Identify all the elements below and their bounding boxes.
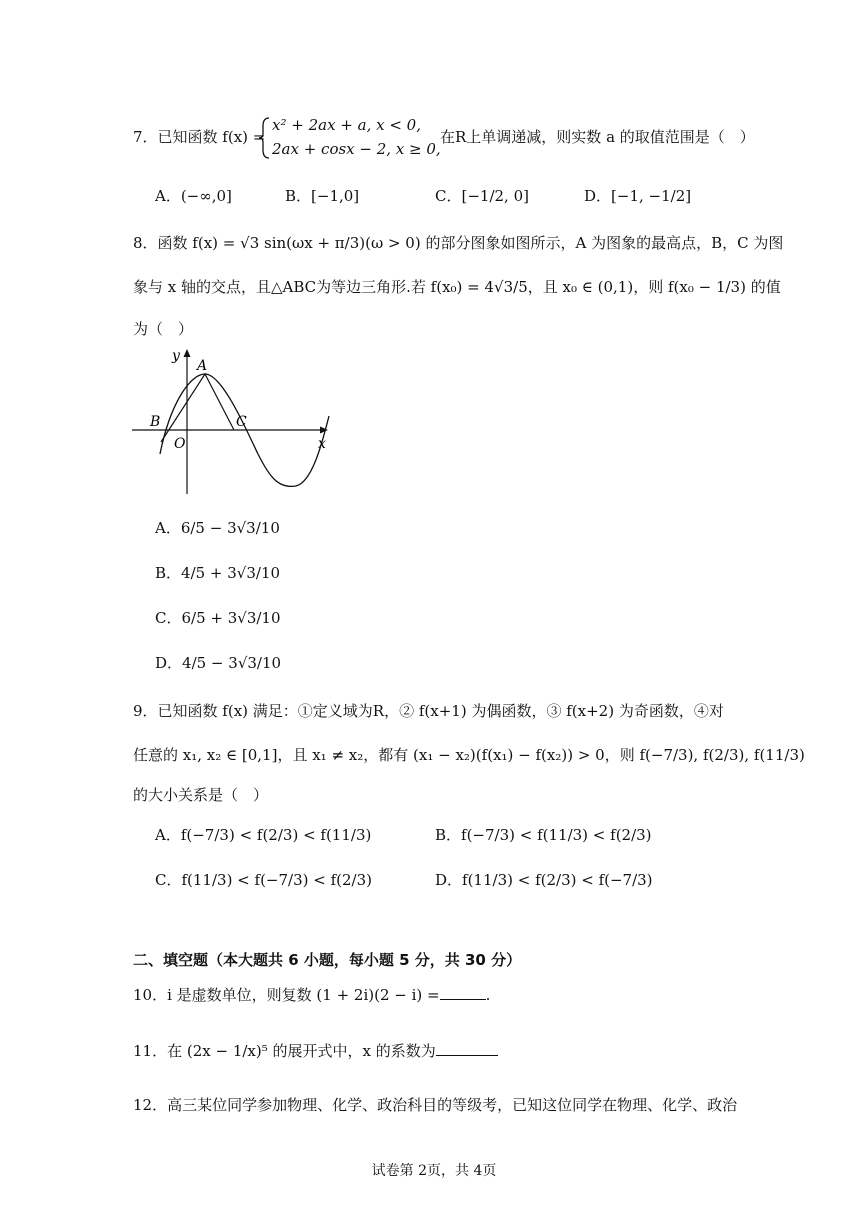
q7-piece-2: 2ax + cosx − 2, x ≥ 0, [272, 140, 441, 158]
label-a: A [197, 358, 208, 374]
q11-text: 11．在 (2x − 1/x)⁵ 的展开式中，x 的系数为 [133, 1042, 436, 1060]
q9-option-d: D．f(11/3) < f(2/3) < f(−7/3) [435, 871, 653, 889]
q7-piece-1: x² + 2ax + a, x < 0, [272, 116, 421, 134]
q8-option-a: A．6/5 − 3√3/10 [155, 519, 280, 537]
q8-sine-graph [128, 344, 333, 498]
q10-text: 10．i 是虚数单位，则复数 (1 + 2i)(2 − i) = [133, 986, 440, 1004]
q9-option-a: A．f(−7/3) < f(2/3) < f(11/3) [155, 826, 372, 844]
q7-option-a: A．(−∞,0] [155, 187, 232, 205]
q10 [133, 984, 490, 1006]
q9-option-c: C．f(11/3) < f(−7/3) < f(2/3) [155, 871, 372, 889]
q8-option-c: C．6/5 + 3√3/10 [155, 609, 281, 627]
q7-option-c: C．[−1/2, 0] [435, 187, 529, 205]
q9-option-b: B．f(−7/3) < f(11/3) < f(2/3) [435, 826, 652, 844]
q8-line-1: 8．函数 f(x) = √3 sin(ωx + π/3)(ω > 0) 的部分图象如图所示，A 为图象的最高点，B，C 为图 [133, 234, 784, 252]
label-b: B [150, 414, 161, 430]
triangle-abc [161, 374, 234, 442]
q8-option-b: B．4/5 + 3√3/10 [155, 564, 281, 582]
q7-option-b: B．[−1,0] [285, 187, 360, 205]
label-x: x [318, 436, 326, 452]
q12-line-1: 12．高三某位同学参加物理、化学、政治科目的等级考，已知这位同学在物理、化学、政治 [133, 1096, 738, 1114]
q9-line-1: 9．已知函数 f(x) 满足：①定义域为R，② f(x+1) 为偶函数，③ f(x+2) 为奇函数，④对 [133, 702, 724, 720]
page-footer: 试卷第 2页，共 4页 [371, 1163, 497, 1179]
label-o: O [174, 436, 186, 452]
q7-stem-after: 在R上单调递减，则实数 a 的取值范围是（ ） [440, 128, 755, 146]
label-c: C [236, 414, 247, 430]
q8-option-d: D．4/5 − 3√3/10 [155, 654, 282, 672]
y-axis [184, 349, 191, 494]
q7-stem-before: 7．已知函数 f(x) = [133, 128, 266, 146]
x-axis [132, 427, 328, 434]
section-heading-fill-in: 二、填空题（本大题共 6 小题，每小题 5 分，共 30 分） [133, 951, 522, 969]
q9-line-3: 的大小关系是（ ） [133, 786, 269, 804]
q7-piecewise-brace [258, 116, 272, 160]
q8-line-2: 象与 x 轴的交点，且△ABC为等边三角形.若 f(x₀) = 4√3/5，且 x₀ ∈ (0,1)，则 f(x₀ − 1/3) 的值 [133, 278, 781, 296]
q11-answer-blank[interactable] [436, 1041, 498, 1056]
q10-answer-blank[interactable] [440, 985, 486, 1000]
q7-option-d: D．[−1, −1/2] [584, 187, 692, 205]
q9-line-2: 任意的 x₁, x₂ ∈ [0,1]，且 x₁ ≠ x₂，都有 (x₁ − x₂)(f(x₁) − f(x₂)) > 0，则 f(−7/3), f(2/3), f(11/3) [133, 746, 805, 764]
q11 [133, 1040, 498, 1062]
q10-end: . [485, 986, 491, 1004]
q8-line-3: 为（ ） [133, 320, 194, 338]
label-y: y [172, 348, 180, 364]
